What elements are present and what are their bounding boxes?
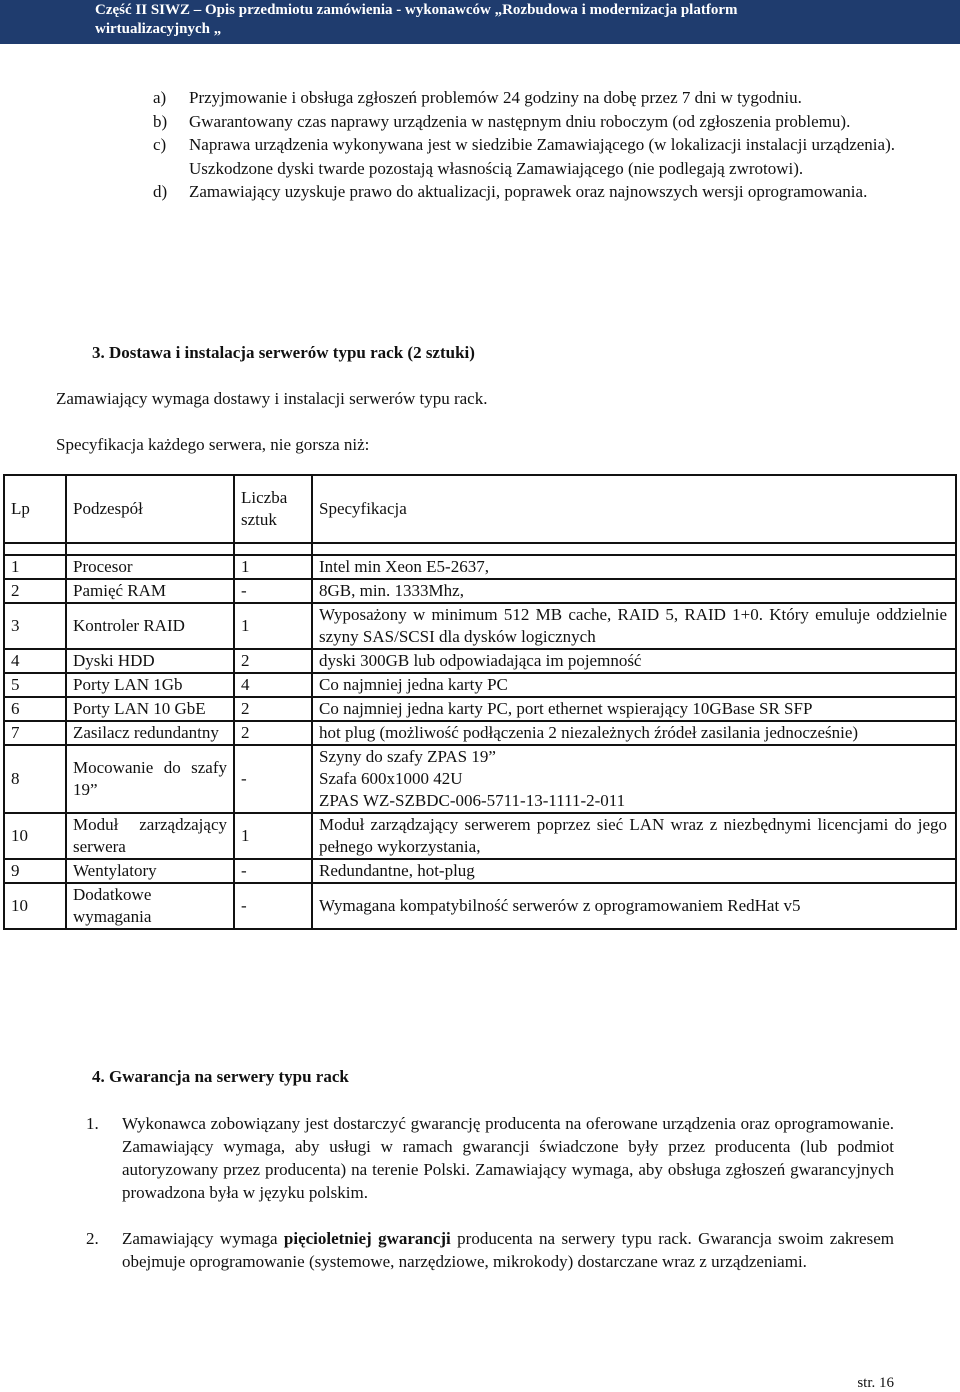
cell-lp: 4 xyxy=(4,649,66,673)
cell-spec: Wymagana kompatybilność serwerów z oprogramowaniem RedHat v5 xyxy=(312,883,956,929)
table-header-row xyxy=(4,475,956,543)
table-row xyxy=(4,745,956,813)
header-spec: Specyfikacja xyxy=(312,475,956,543)
cell-qty: - xyxy=(234,859,312,883)
table-row xyxy=(4,883,956,929)
page-number: str. 16 xyxy=(857,1375,894,1391)
cell-component: Pamięć RAM xyxy=(66,579,234,603)
header-component: Podzespół xyxy=(66,475,234,543)
warranty-list xyxy=(86,1112,894,1273)
cell-lp: 7 xyxy=(4,721,66,745)
server-spec-table xyxy=(3,474,957,930)
cell-qty: 1 xyxy=(234,555,312,579)
cell-lp: 6 xyxy=(4,697,66,721)
table-row xyxy=(4,859,956,883)
cell-spec: dyski 300GB lub odpowiadająca im pojemność xyxy=(312,649,956,673)
spec-line: ZPAS WZ-SZBDC-006-5711-13-1111-2-011 xyxy=(319,791,626,810)
cell-qty: - xyxy=(234,579,312,603)
list-marker: b) xyxy=(153,111,168,131)
cell-spec: Wyposażony w minimum 512 MB cache, RAID 5, RAID 1+0. Który emuluje oddzielnie szyny SAS/SCSI dla dysków logicznych xyxy=(312,603,956,649)
table-row xyxy=(4,649,956,673)
table-row xyxy=(4,813,956,859)
cell-lp: 5 xyxy=(4,673,66,697)
list-item xyxy=(153,86,895,110)
list-text: Przyjmowanie i obsługa zgłoszeń problemów 24 godziny na dobę przez 7 dni w tygodniu. xyxy=(189,88,802,107)
spacer-cell xyxy=(312,543,956,555)
cell-qty: 2 xyxy=(234,697,312,721)
cell-spec: 8GB, min. 1333Mhz, xyxy=(312,579,956,603)
cell-qty: 1 xyxy=(234,813,312,859)
table-row xyxy=(4,673,956,697)
cell-lp: 2 xyxy=(4,579,66,603)
document-header xyxy=(0,0,960,44)
table-row xyxy=(4,555,956,579)
cell-spec: Redundantne, hot-plug xyxy=(312,859,956,883)
list-marker: 1. xyxy=(86,1114,99,1133)
text-before: Zamawiający wymaga xyxy=(122,1229,284,1248)
section-3-heading: 3. Dostawa i instalacja serwerów typu rack (2 sztuki) xyxy=(92,343,475,362)
text-bold: pięcioletniej gwarancji xyxy=(283,1229,451,1248)
cell-component: Porty LAN 1Gb xyxy=(66,673,234,697)
list-text xyxy=(122,1227,894,1273)
cell-component: Wentylatory xyxy=(66,859,234,883)
service-terms-list xyxy=(153,86,895,204)
cell-component: Dodatkowe wymagania xyxy=(66,883,234,929)
cell-spec: hot plug (możliwość podłączenia 2 niezależnych źródeł zasilania jednocześnie) xyxy=(312,721,956,745)
list-item xyxy=(86,1227,894,1273)
cell-qty: - xyxy=(234,745,312,813)
header-line-2: wirtualizacyjnych „ xyxy=(95,21,222,37)
cell-lp: 1 xyxy=(4,555,66,579)
list-marker: c) xyxy=(153,135,167,154)
list-text: Naprawa urządzenia wykonywana jest w siedzibie Zamawiającego (w lokalizacji instalacji urządzenia). Uszkodzone dyski twarde pozostają własnością Zamawiającego (nie podlegają zwrotowi). xyxy=(189,135,895,178)
cell-lp: 8 xyxy=(4,745,66,813)
text-after: producenta na serwery typu rack. Gwarancja swoim zakresem obejmuje oprogramowanie (systemowe, narzędziowe, mikrokody) dostarczane wraz z urządzeniami. xyxy=(122,1229,894,1271)
cell-lp: 10 xyxy=(4,883,66,929)
list-item xyxy=(153,110,895,134)
cell-spec: Co najmniej jedna karty PC, port ethernet wspierający 10GBase SR SFP xyxy=(312,697,956,721)
section-3-intro: Zamawiający wymaga dostawy i instalacji serwerów typu rack. xyxy=(56,389,488,408)
list-marker: a) xyxy=(153,88,167,107)
cell-component: Procesor xyxy=(66,555,234,579)
header-qty xyxy=(234,475,312,543)
cell-spec xyxy=(312,745,956,813)
cell-qty: - xyxy=(234,883,312,929)
list-marker: d) xyxy=(153,182,168,201)
list-text: Gwarantowany czas naprawy urządzenia w następnym dniu roboczym (od zgłoszenia problemu). xyxy=(189,111,851,131)
spacer-cell xyxy=(4,543,66,555)
cell-component: Kontroler RAID xyxy=(66,603,234,649)
table-row xyxy=(4,697,956,721)
list-item xyxy=(153,180,895,204)
table-row xyxy=(4,603,956,649)
spec-line: Szafa 600x1000 42U xyxy=(319,769,463,788)
cell-qty: 1 xyxy=(234,603,312,649)
cell-qty: 2 xyxy=(234,649,312,673)
spacer-cell xyxy=(66,543,234,555)
table-row xyxy=(4,721,956,745)
cell-component: Zasilacz redundantny xyxy=(66,721,234,745)
cell-spec: Moduł zarządzający serwerem poprzez sieć LAN wraz z niezbędnymi licencjami do jego pełnego wykorzystania, xyxy=(312,813,956,859)
cell-component: Porty LAN 10 GbE xyxy=(66,697,234,721)
table-spacer-row xyxy=(4,543,956,555)
header-line-1: Część II SIWZ – Opis przedmiotu zamówienia - wykonawców „Rozbudowa i modernizacja platform xyxy=(95,2,738,18)
list-text: Wykonawca zobowiązany jest dostarczyć gwarancję producenta na oferowane urządzenia oraz oprogramowanie. Zamawiający wymaga, aby usługi w ramach gwarancji świadczone były przez producenta (lub podmiot autoryzowany przez producenta) na terenie Polski. Zamawiający wymaga, aby obsługa zgłoszeń gwarancyjnych prowadzona była w języku polskim. xyxy=(122,1114,894,1202)
section-4-heading: 4. Gwarancja na serwery typu rack xyxy=(92,1067,349,1086)
header-lp: Lp xyxy=(4,475,66,543)
list-item xyxy=(86,1112,894,1204)
cell-qty: 2 xyxy=(234,721,312,745)
cell-spec: Co najmniej jedna karty PC xyxy=(312,673,956,697)
cell-lp: 9 xyxy=(4,859,66,883)
cell-spec: Intel min Xeon E5-2637, xyxy=(312,555,956,579)
cell-lp: 3 xyxy=(4,603,66,649)
list-marker: 2. xyxy=(86,1229,99,1248)
section-3-spec-intro: Specyfikacja każdego serwera, nie gorsza niż: xyxy=(56,435,370,454)
spacer-cell xyxy=(234,543,312,555)
list-item xyxy=(153,133,895,180)
cell-component: Mocowanie do szafy 19” xyxy=(66,745,234,813)
cell-component: Moduł zarządzający serwera xyxy=(66,813,234,859)
table-row xyxy=(4,579,956,603)
cell-lp: 10 xyxy=(4,813,66,859)
list-text: Zamawiający uzyskuje prawo do aktualizacji, poprawek oraz najnowszych wersji oprogramowania. xyxy=(189,182,868,201)
header-qty-line1: Liczba xyxy=(241,488,288,507)
spec-line: Szyny do szafy ZPAS 19” xyxy=(319,747,496,766)
cell-qty: 4 xyxy=(234,673,312,697)
header-qty-line2: sztuk xyxy=(241,510,277,529)
cell-component: Dyski HDD xyxy=(66,649,234,673)
